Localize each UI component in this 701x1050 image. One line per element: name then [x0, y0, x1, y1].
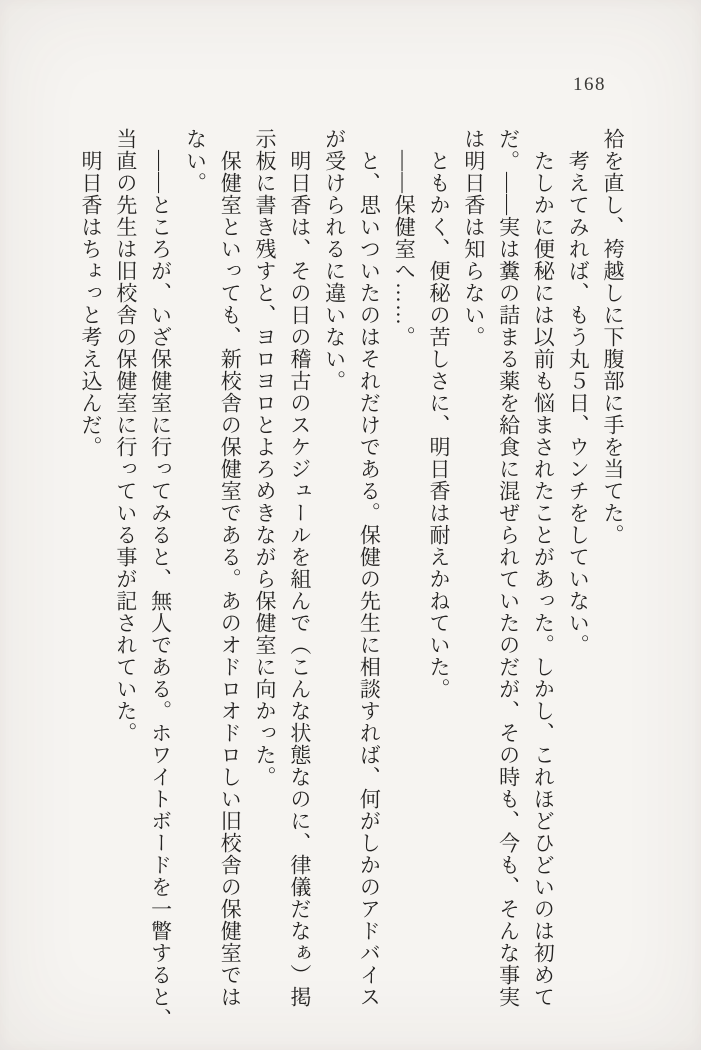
- text-column: 当直の先生は旧校舎の保健室に行っている事が記されていた。: [113, 128, 138, 744]
- text-column: たしかに便秘には以前も悩まされたことがあった。しかし、これほどひどいのは初めて: [531, 128, 556, 1008]
- text-column: 袷を直し、袴越しに下腹部に手を当てた。: [601, 128, 625, 546]
- text-column: 明日香はちょっと考え込んだ。: [79, 128, 104, 458]
- text-block: [73, 128, 630, 1030]
- text-column: が受けられるに違いない。: [322, 128, 347, 392]
- text-column: 考えてみれば、もう丸５日、ウンチをしていない。: [566, 128, 591, 656]
- text-column: 明日香は、その日の稽古のスケジュールを組んで（こんな状態なのに、律儀だなぁ）掲: [287, 128, 312, 1008]
- page-number: 168: [573, 74, 606, 95]
- text-column: だ。――実は糞の詰まる薬を給食に混ぜられていたのだが、その時も、今も、そんな事実: [496, 128, 521, 1008]
- text-column: 示板に書き残すと、ヨロヨロとよろめきながら保健室に向かった。: [253, 128, 278, 788]
- text-column: ――保健室へ……。: [392, 128, 417, 348]
- text-column: 保健室といっても、新校舎の保健室である。あのオドロオドロしい旧校舎の保健室では: [218, 128, 243, 1008]
- text-column: と、思いついたのはそれだけである。保健の先生に相談すれば、何がしかのアドバイス: [357, 128, 382, 1008]
- text-column: ない。: [183, 128, 208, 194]
- text-column: ――ところが、いざ保健室に行ってみると、無人である。ホワイトボードを一瞥すると、: [148, 128, 173, 1030]
- text-column: ともかく、便秘の苦しさに、明日香は耐えかねていた。: [427, 128, 452, 700]
- text-column: は明日香は知らない。: [461, 128, 486, 348]
